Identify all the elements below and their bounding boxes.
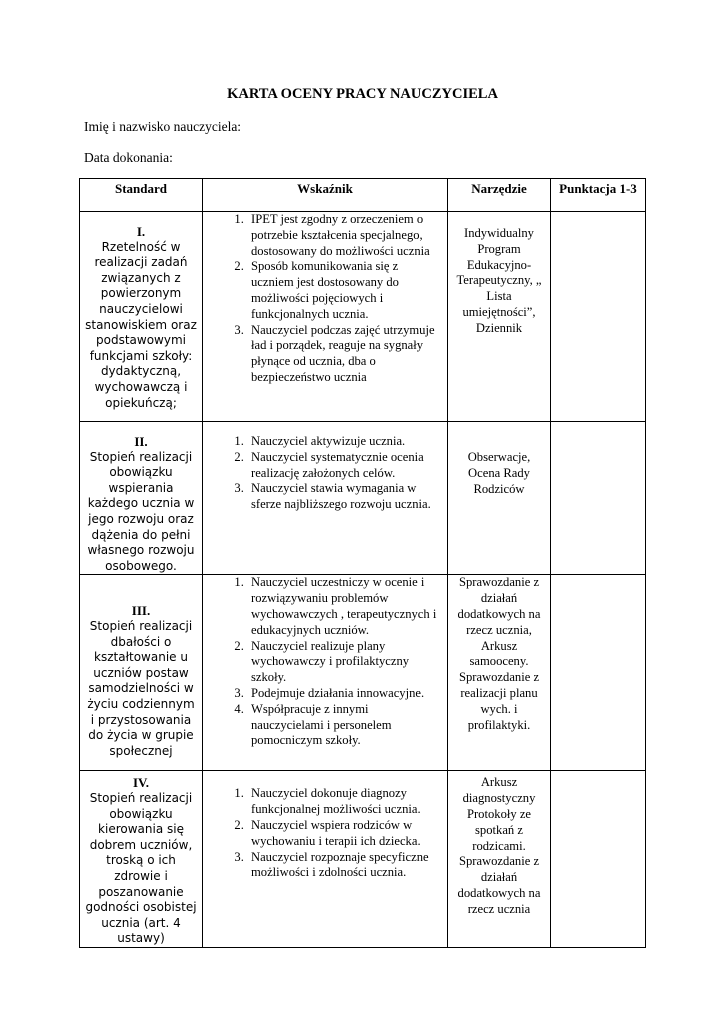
standard-cell xyxy=(80,575,203,771)
table-row xyxy=(80,212,646,422)
score-cell[interactable] xyxy=(551,771,646,948)
indicator-item: 3. Nauczyciel podczas zajęć utrzymuje ład i porządek, reaguje na sygnały płynące od ucznia, dba o bezpieczeństwo ucznia xyxy=(247,323,441,386)
standard-text: Rzetelność w realizacji zadań związanych z powierzonym nauczycielowi stanowiskiem oraz podstawowymi funkcjami szkoły: dydaktyczną, wychowawczą i opiekuńczą; xyxy=(85,239,197,410)
indicator-cell xyxy=(203,575,448,771)
standard-cell xyxy=(80,212,203,422)
standard-text: Stopień realizacji obowiązku wspierania każdego ucznia w jego rozwoju oraz dążenia do pełni własnego rozwoju osobowego. xyxy=(87,449,195,573)
indicator-item: 2. Nauczyciel wspiera rodziców w wychowaniu i terapii ich dziecka. xyxy=(247,818,441,850)
tool-cell xyxy=(448,212,551,422)
indicator-item: 1. Nauczyciel uczestniczy w ocenie i rozwiązywaniu problemów wychowawczych , terapeutycznych i edukacyjnych uczniów. xyxy=(247,575,441,638)
table-row xyxy=(80,575,646,771)
standard-number: IV. xyxy=(132,775,150,791)
table-row xyxy=(80,771,646,948)
score-cell[interactable] xyxy=(551,575,646,771)
tool-text: Sprawozdanie z działań dodatkowych na rzecz ucznia, Arkusz samooceny. Sprawozdanie z realizacji planu wych. i profilaktyki. xyxy=(457,575,541,732)
indicator-item: 4. Współpracuje z innymi nauczycielami i personelem pomocniczym szkoły. xyxy=(247,702,441,749)
standard-number: I. xyxy=(136,224,146,239)
indicator-cell xyxy=(203,771,448,948)
page-title: KARTA OCENY PRACY NAUCZYCIELA xyxy=(227,86,498,102)
indicator-item: 3. Podejmuje działania innowacyjne. xyxy=(247,686,441,702)
score-cell[interactable] xyxy=(551,212,646,422)
indicator-item: 1. Nauczyciel dokonuje diagnozy funkcjonalnej możliwości ucznia. xyxy=(247,786,441,818)
indicator-item: 2. Sposób komunikowania się z uczniem jest dostosowany do możliwości pojęciowych i funkcjonalnych ucznia. xyxy=(247,259,441,322)
evaluation-table xyxy=(79,178,646,948)
standard-text: Stopień realizacji dbałości o kształtowanie u uczniów postaw samodzielności w życiu codziennym i przystosowania do życia w grupie społecznej xyxy=(87,618,195,758)
tool-cell xyxy=(448,771,551,948)
indicator-cell xyxy=(203,422,448,575)
teacher-name-label: Imię i nazwisko nauczyciela: xyxy=(84,119,242,134)
standard-number: III. xyxy=(131,603,151,619)
standard-cell xyxy=(80,771,203,948)
header-standard: Standard xyxy=(80,179,203,212)
standard-text: Stopień realizacji obowiązku kierowania się dobrem uczniów, troską o ich zdrowie i poszanowanie godności osobistej ucznia (art. 4 ustawy) xyxy=(85,790,197,946)
standard-cell xyxy=(80,422,203,575)
header-tool: Narzędzie xyxy=(448,179,551,212)
standard-number: II. xyxy=(134,434,148,449)
tool-text: Arkusz diagnostyczny Protokoły ze spotkań z rodzicami. Sprawozdanie z działań dodatkowych na rzecz ucznia xyxy=(457,775,541,916)
tool-text: Obserwacje, Ocena Rady Rodziców xyxy=(467,450,531,496)
indicator-item: 3. Nauczyciel stawia wymagania w sferze najbliższego rozwoju ucznia. xyxy=(247,481,441,513)
date-label: Data dokonania: xyxy=(84,150,173,165)
indicator-item: 1. IPET jest zgodny z orzeczeniem o potrzebie kształcenia specjalnego, dostosowany do możliwości ucznia xyxy=(247,212,441,259)
indicator-cell xyxy=(203,212,448,422)
tool-text: Indywidualny Program Edukacyjno-Terapeutyczny, „ Lista umiejętności”, Dziennik xyxy=(456,226,542,335)
tool-cell xyxy=(448,422,551,575)
indicator-item: 2. Nauczyciel realizuje plany wychowawczy i profilaktyczny szkoły. xyxy=(247,639,441,686)
indicator-item: 3. Nauczyciel rozpoznaje specyficzne możliwości i zdolności ucznia. xyxy=(247,850,441,882)
table-row xyxy=(80,422,646,575)
header-score: Punktacja 1-3 xyxy=(551,179,646,212)
indicator-item: 2. Nauczyciel systematycznie ocenia realizację założonych celów. xyxy=(247,450,441,482)
score-cell[interactable] xyxy=(551,422,646,575)
tool-cell xyxy=(448,575,551,771)
table-header-row xyxy=(80,179,646,212)
header-indicator: Wskaźnik xyxy=(203,179,448,212)
indicator-item: 1. Nauczyciel aktywizuje ucznia. xyxy=(247,434,441,450)
